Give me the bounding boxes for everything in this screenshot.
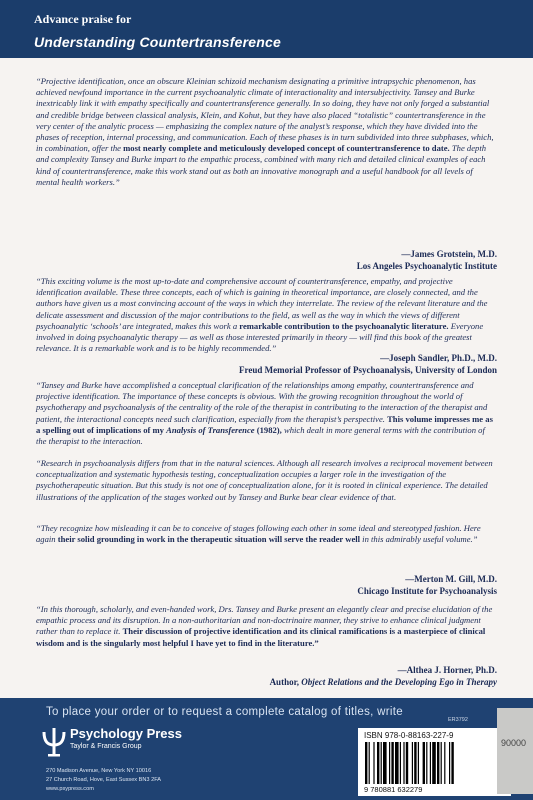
attribution-name: —James Grotstein, M.D. [401,249,497,259]
attribution-affiliation: Los Angeles Psychoanalytic Institute [356,261,497,271]
attribution-affiliation: Chicago Institute for Psychoanalysis [357,586,497,596]
quote-horner [36,604,497,649]
attribution-name: —Joseph Sandler, Ph.D., M.D. [380,353,497,363]
quote-grotstein [36,76,497,188]
quote-gill-para2 [36,458,497,503]
quote-text: Everyone involved in doing psychoanalytic therapy — as well as those interested primarily in theory — will find this book of the greatest relevance. It is a remarkable work and is to be highly recommended.” [36,320,484,354]
quote-sandler [36,276,497,354]
sticker-text: 90000 [501,738,527,748]
attribution-sandler [239,352,497,376]
quote-highlight: most nearly complete and meticulously developed concept of countertransference to date. [123,143,450,154]
quote-text: “They recognize how misleading it can be to conceive of stages following each other in some ideal and stereotyped fashion. Here again [36,523,481,545]
address-line-1: 270 Madison Avenue, New York NY 10016 [46,768,152,774]
header-band [0,0,533,58]
footer-band [0,698,533,800]
affiliation-book-title: Object Relations and the Developing Ego in Therapy [301,677,497,687]
attribution-affiliation: Freud Memorial Professor of Psychoanalysis, University of London [239,365,497,375]
ean-number: 9 780881 632279 [364,785,423,794]
quote-text: “Research in psychoanalysis differs from that in the natural sciences. Although all research involves a reciprocal movement between conceptualization and systematic hypothesis testing, conceptualization occupies a larger role in the investigation of the psychotherapeutic situation. But this study is not one of conceptualization alone, for it is rooted in clinical experience. The detailed illustrations of the application of the stages worked out by Tansey and Burke bear clear evidence of that. [36,458,493,502]
quote-text: in this admirably useful volume.” [360,534,478,545]
quote-text: “Projective identification, once an obscure Kleinian schizoid mechanism designating a primitive intrapsychic phenomenon, has achieved newfound importance in the current psychoanalytic climate of interactionality and intersubjectivity. Tansey and Burke inextricably link it with empathy specifically and countertransference generally. In so doing, they have not only forged a substantial and credible bridge between classical analysis, Klein, and Kohut, but they have also placed “totalistic” countertransference in the very center of the analytic process — emphasizing the complex nature of the analyst’s response, which they have divided into the phases of reception, internal processing, and communication. Each of these phases is in turn subdivided into three subphases, which, in combination, offer the [36,76,494,154]
website: www.psypress.com [46,786,94,792]
psi-logo-icon [40,726,68,758]
isbn-text: ISBN 978-0-88163-227-9 [364,731,454,740]
attribution-grotstein [357,248,497,272]
attribution-horner [270,664,497,688]
attribution-gill [357,573,497,597]
price-sticker [497,708,533,794]
quote-gill-para3 [36,523,497,545]
quote-highlight: Their discussion of projective identification and its clinical ramifications is a masterpiece of clinical wisdom and is the singularly most helpful I have yet to find in the literature.” [36,626,486,648]
quote-highlight: remarkable contribution to the psychoanalytic literature. [239,320,449,331]
quote-gill [36,380,497,447]
quote-highlight: This volume impresses me as a spelling out of implications of my [36,413,493,435]
barcode-icon [364,742,486,784]
order-text: To place your order or to request a complete catalog of titles, write [46,706,403,718]
attribution-name: —Merton M. Gill, M.D. [405,574,497,584]
barcode-label [358,728,511,796]
quote-text: “Tansey and Burke have accomplished a conceptual clarification of the relationships among empathy, countertransference and projective identification. The importance of these concepts is obvious. With the growing recognition throughout the world of psychotherapy and psychoanalysis of the centrality of the role of the therapist in contributing to the interaction of the therapist and patient, the interactional concepts need such clarification, especially from the therapist’s perspective. [36,380,488,424]
product-code: ER3792 [448,717,468,723]
quote-highlight: (1982), [254,424,282,435]
publisher-group: Taylor & Francis Group [70,743,142,750]
quote-text: “This exciting volume is the most up-to-date and comprehensive account of countertransference, empathy, and projective identification available. These three concepts, each of which is gaining in theoretical importance, are closely connected, and the authors have given us a most convincing account of the ways in which they interrelate. The review of the relevant literature and the delicate assessment and discussion of the major contributions to the field, as well as the way in which the views of different psychoanalytic ‘schools’ are integrated, makes this work a [36,276,488,331]
publisher-name: Psychology Press [70,726,182,741]
praise-panel [0,58,533,698]
quote-text: The depth and complexity Tansey and Burke impart to the empathic process, combined with many rich and detailed clinical examples of each kind of countertransference, make this work stand out as both an innovative monograph [36,143,486,176]
quote-book-title: Analysis of Transference [166,424,255,435]
address-line-2: 27 Church Road, Hove, East Sussex BN3 2FA [46,777,162,783]
quote-text: which dealt in more general terms with the contribution of the therapist to the interaction. [36,424,485,447]
attribution-affiliation [270,676,497,688]
quote-highlight: their solid grounding in work in the therapeutic situation will serve the reader well [57,534,361,545]
advance-praise-label: Advance praise for [34,12,132,26]
quote-text: and a useful handbook for all levels of mental health workers.” [36,165,473,187]
affiliation-prefix: Author, [269,677,302,687]
book-title: Understanding Countertransference [34,34,281,50]
attribution-name: —Althea J. Horner, Ph.D. [397,665,497,675]
quote-text: “In this thorough, scholarly, and even-handed work, Drs. Tansey and Burke present an elegantly clear and precise elucidation of the empathic process and its disruption. In a non-authoritarian and non-doctrinaire manner, they strive to enhance clinical judgment rather than to replace it. [36,604,493,637]
